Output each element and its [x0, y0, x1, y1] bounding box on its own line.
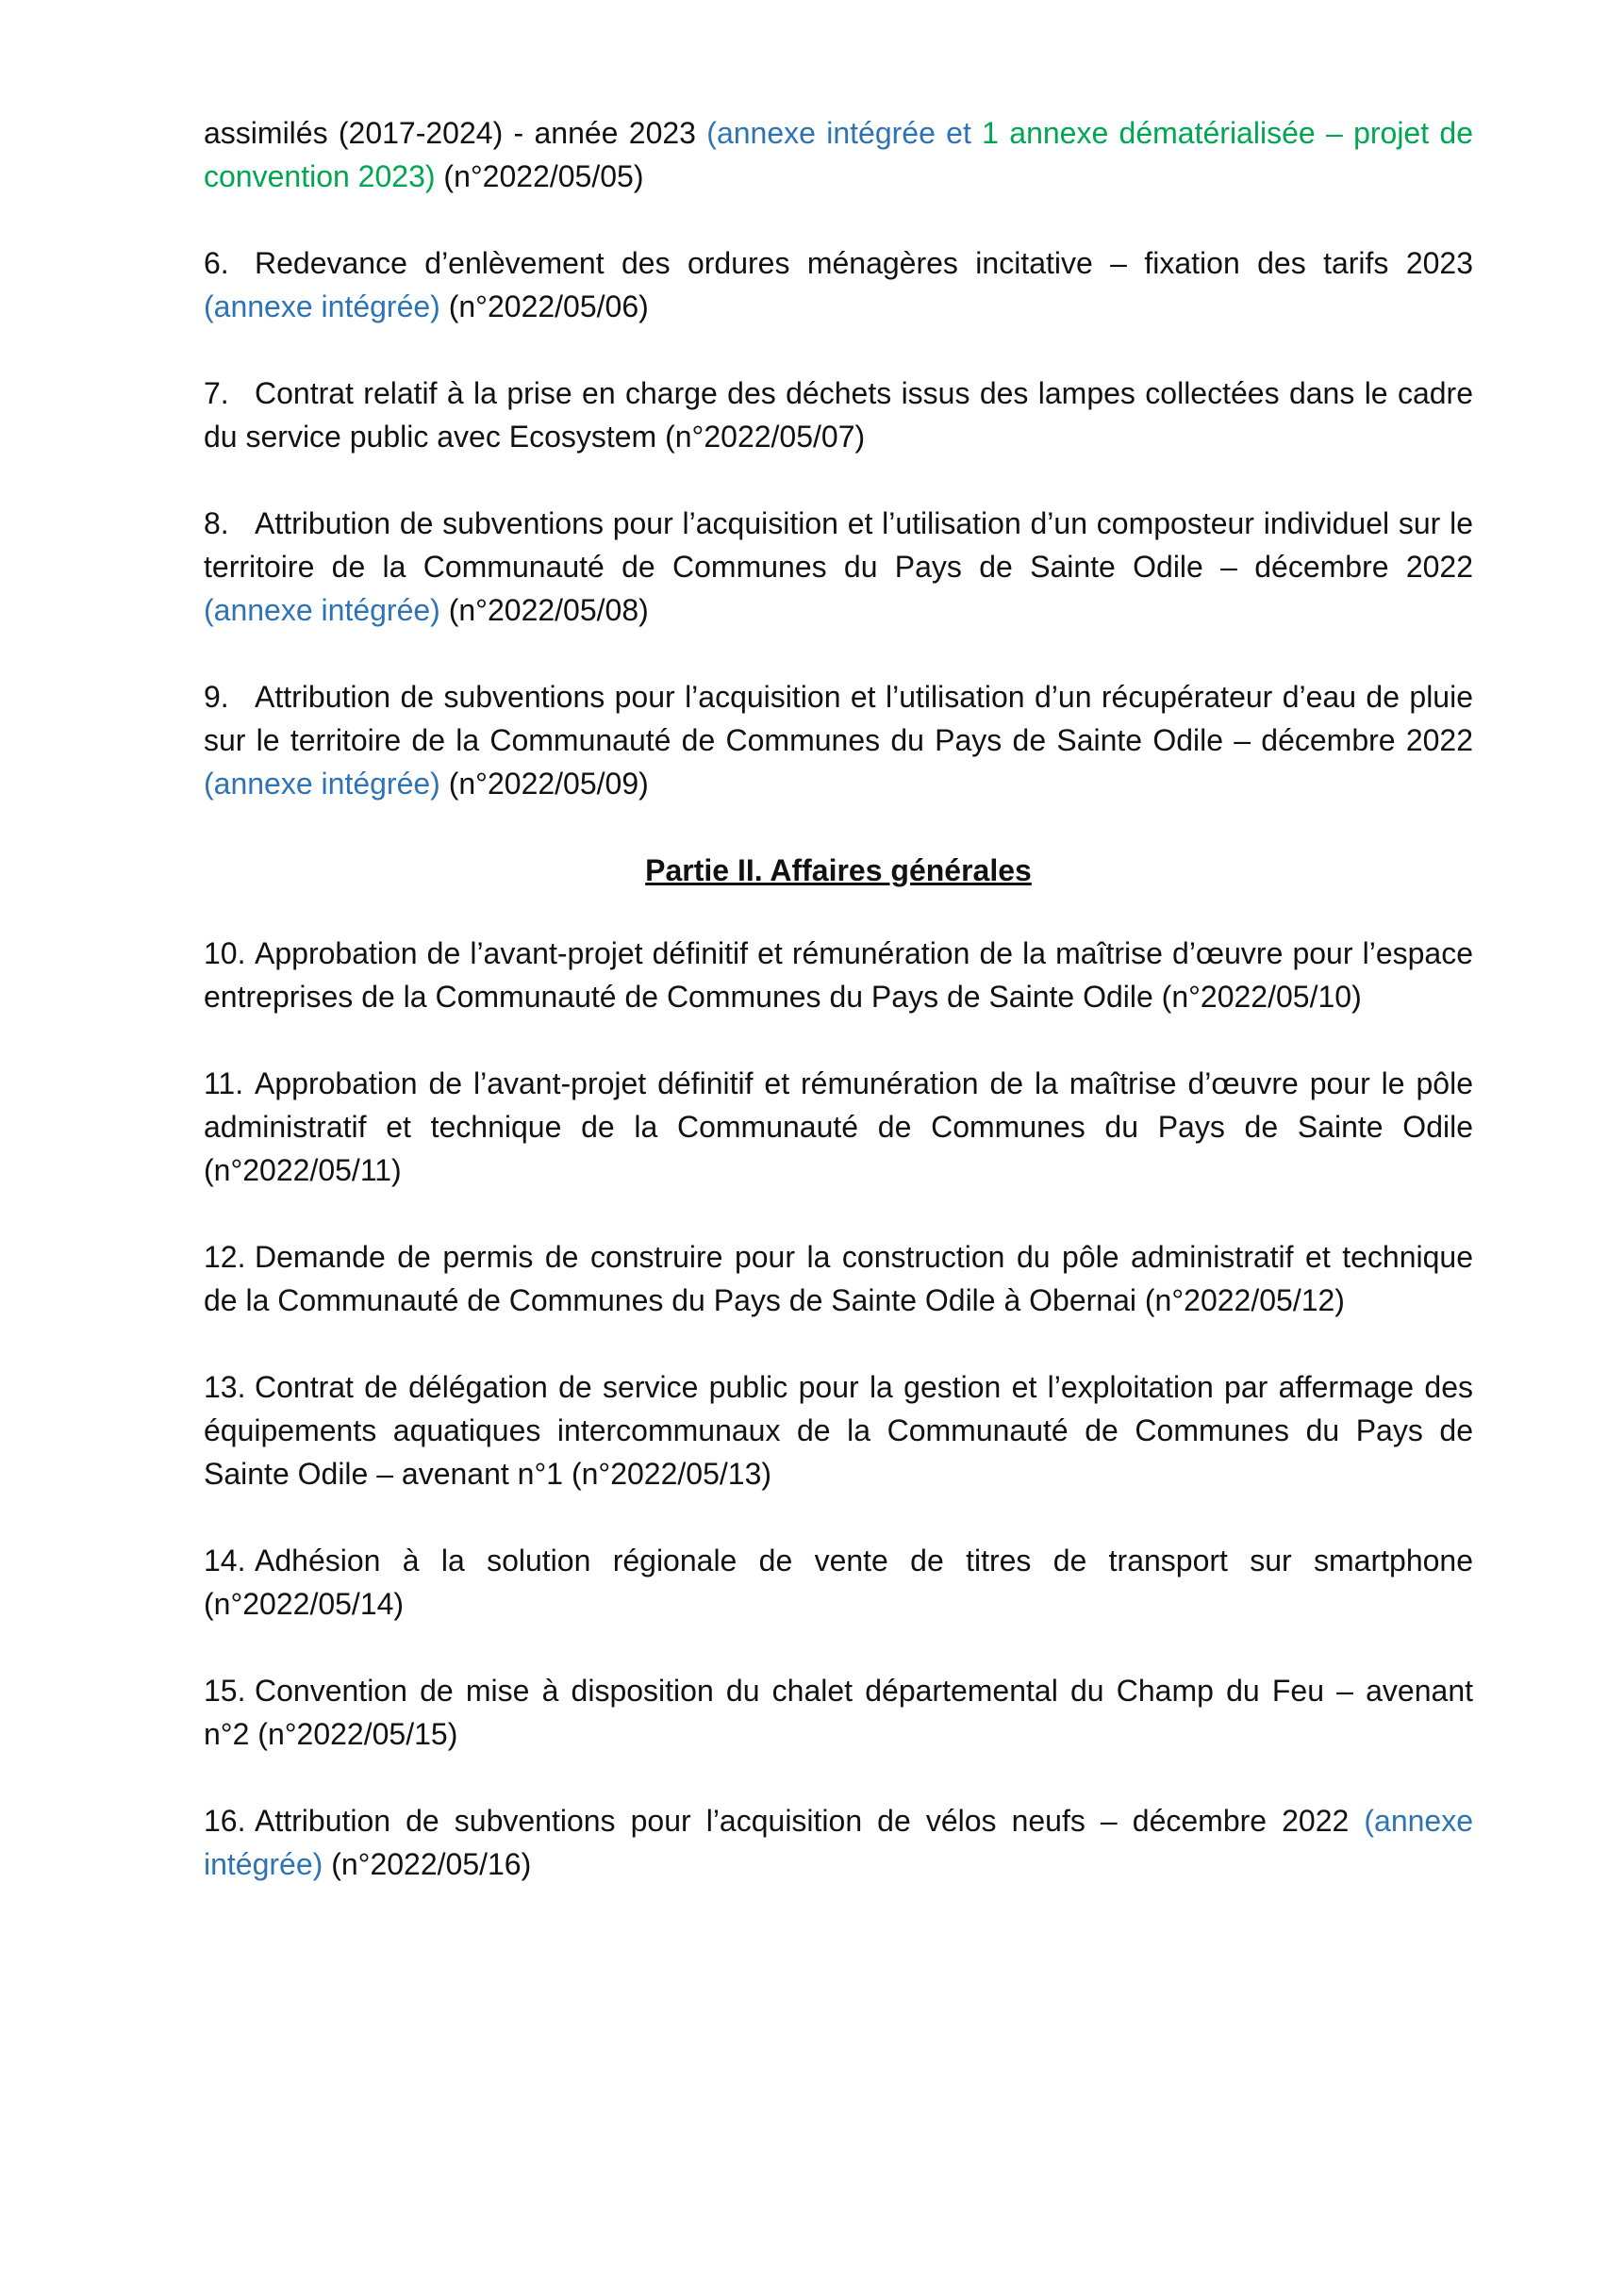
item-reference: (n°2022/05/16)	[323, 1847, 532, 1881]
document-page	[204, 111, 1473, 1929]
item-number: 16.	[204, 1804, 246, 1838]
item-text: Contrat relatif à la prise en charge des déchets issus des lampes collectées dans le cadre du service public avec Ecosystem (n°2022/05/07)	[204, 376, 1473, 454]
item-number: 11.	[204, 1066, 244, 1100]
item-number: 8.	[204, 506, 229, 540]
agenda-item-7	[204, 372, 1473, 458]
annex-note: (annexe intégrée)	[204, 593, 440, 627]
item-number: 7.	[204, 376, 229, 410]
agenda-item-5-continued	[204, 111, 1473, 198]
item-text: Demande de permis de construire pour la construction du pôle administratif et technique de la Communauté de Communes du Pays de Sainte Odile à Obernai (n°2022/05/12)	[204, 1240, 1473, 1317]
agenda-item-8	[204, 502, 1473, 632]
agenda-item-16	[204, 1799, 1473, 1886]
agenda-item-11	[204, 1062, 1473, 1192]
item-text: Approbation de l’avant-projet définitif et rémunération de la maîtrise d’œuvre pour le pôle administratif et technique de la Communauté de Communes du Pays de Sainte Odile (n°2022/05/11)	[204, 1066, 1473, 1187]
item-reference: (n°2022/05/09)	[439, 767, 649, 801]
section-title: Partie II. Affaires générales	[645, 853, 1032, 887]
annex-note: (annexe intégrée)	[204, 767, 440, 801]
agenda-item-15	[204, 1669, 1473, 1756]
agenda-item-6	[204, 241, 1473, 328]
item-text: Approbation de l’avant-projet définitif et rémunération de la maîtrise d’œuvre pour l’espace entreprises de la Communauté de Communes du Pays de Sainte Odile (n°2022/05/10)	[204, 936, 1473, 1014]
annex-note: (annexe intégrée)	[204, 1804, 1473, 1881]
item-number: 14.	[204, 1544, 246, 1577]
item-number: 12.	[204, 1240, 246, 1274]
item-number: 6.	[204, 246, 229, 280]
annex-note-dematerialized: 1 annexe dématérialisée – projet de convention 2023)	[204, 116, 1474, 193]
item-number: 15.	[204, 1674, 246, 1708]
item-text: assimilés (2017-2024) - année 2023	[204, 116, 707, 150]
agenda-item-9	[204, 675, 1473, 805]
agenda-item-12	[204, 1235, 1473, 1322]
item-text: Contrat de délégation de service public pour la gestion et l’exploitation par affermage des équipements aquatiques intercommunaux de la Communauté de Communes du Pays de Sainte Odile – avenant n°1 (n°2022/05/13)	[204, 1370, 1473, 1491]
item-text: Attribution de subventions pour l’acquisition et l’utilisation d’un composteur individuel sur le territoire de la Communauté de Communes du Pays de Sainte Odile – décembre 2022	[204, 506, 1473, 584]
agenda-item-13	[204, 1365, 1473, 1495]
item-text: Attribution de subventions pour l’acquisition et l’utilisation d’un récupérateur d’eau de pluie sur le territoire de la Communauté de Communes du Pays de Sainte Odile – décembre 2022	[204, 680, 1473, 757]
item-reference: (n°2022/05/05)	[435, 159, 644, 193]
item-number: 9.	[204, 680, 229, 714]
item-number: 10.	[204, 936, 246, 970]
item-text: Adhésion à la solution régionale de vente de titres de transport sur smartphone (n°2022/05/14)	[204, 1544, 1473, 1621]
annex-note: (annexe intégrée et	[706, 116, 983, 150]
item-text: Attribution de subventions pour l’acquisition de vélos neufs – décembre 2022	[255, 1804, 1365, 1838]
item-reference: (n°2022/05/08)	[439, 593, 649, 627]
agenda-item-14	[204, 1539, 1473, 1626]
item-number: 13.	[204, 1370, 246, 1404]
annex-note: (annexe intégrée)	[204, 289, 440, 323]
item-text: Redevance d’enlèvement des ordures ménagères incitative – fixation des tarifs 2023	[255, 246, 1473, 280]
item-text: Convention de mise à disposition du chalet départemental du Champ du Feu – avenant n°2 (n°2022/05/15)	[204, 1674, 1473, 1751]
agenda-item-10	[204, 932, 1473, 1018]
item-reference: (n°2022/05/06)	[439, 289, 649, 323]
